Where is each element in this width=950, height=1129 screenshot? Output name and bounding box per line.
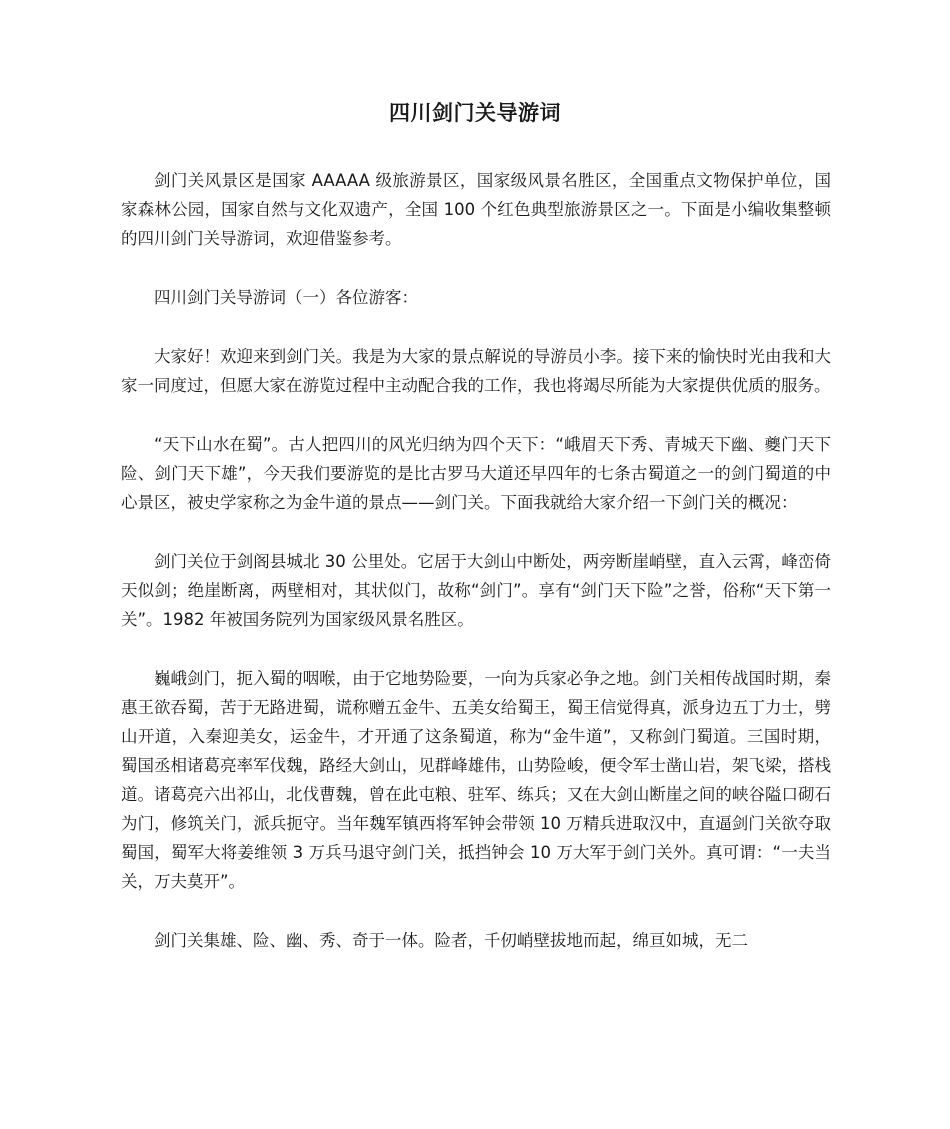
paragraph-history: 巍峨剑门，扼入蜀的咽喉，由于它地势险要，一向为兵家必争之地。剑门关相传战国时期，秦惠王欲吞蜀，苦于无路进蜀，谎称赠五金牛、五美女给蜀王，蜀王信觉得真，派身边五丁力士，劈山开道，入秦迎美女，运金牛，才开通了这条蜀道，称为“金牛道”，又称剑门蜀道。三国时期，蜀国丞相诸葛亮率军伐魏，路经大剑山，见群峰雄伟，山势险峻，便令军士凿山岩，架飞梁，搭栈道。诸葛亮六出祁山，北伐曹魏，曾在此屯粮、驻军、练兵；又在大剑山断崖之间的峡谷隘口砌石为门，修筑关门，派兵扼守。当年魏军镇西将军钟会带领 10 万精兵进取汉中，直逼剑门关欲夺取蜀国，蜀军大将姜维领 3 万兵马退守剑门关，抵挡钟会 10 万大军于剑门关外。真可谓：“一夫当关，万夫莫开”。: [121, 669, 831, 891]
paragraph-scenery: “天下山水在蜀”。古人把四川的风光归纳为四个天下：“峨眉天下秀、青城天下幽、夔门天下险、剑门天下雄”，今天我们要游览的是比古罗马大道还早四年的七条古蜀道之一的剑门蜀道的中心景区，被史学家称之为金牛道的景点——剑门关。下面我就给大家介绍一下剑门关的概况：: [121, 435, 831, 512]
paragraph-intro: 剑门关风景区是国家 AAAAA 级旅游景区，国家级风景名胜区，全国重点文物保护单位，国家森林公园，国家自然与文化双遗产，全国 100 个红色典型旅游景区之一。下面是小编收集整顿的四川剑门关导游词，欢迎借鉴参考。: [121, 171, 831, 248]
paragraph-features: 剑门关集雄、险、幽、秀、奇于一体。险者，千仞峭壁拔地而起，绵亘如城，无二: [154, 931, 748, 950]
document-title: 四川剑门关导游词: [389, 101, 561, 125]
paragraph-greeting: 大家好！欢迎来到剑门关。我是为大家的景点解说的导游员小李。接下来的愉快时光由我和大家一同度过，但愿大家在游览过程中主动配合我的工作，我也将竭尽所能为大家提供优质的服务。: [121, 347, 831, 395]
document-body: [121, 166, 831, 985]
paragraph-location: 剑门关位于剑阁县城北 30 公里处。它居于大剑山中断处，两旁断崖峭壁，直入云霄，峰峦倚天似剑；绝崖断离，两壁相对，其状似门，故称“剑门”。享有“剑门天下险”之誉，俗称“天下第一关”。1982 年被国务院列为国家级风景名胜区。: [121, 552, 831, 629]
paragraph-section-heading: 四川剑门关导游词（一）各位游客：: [154, 288, 418, 307]
